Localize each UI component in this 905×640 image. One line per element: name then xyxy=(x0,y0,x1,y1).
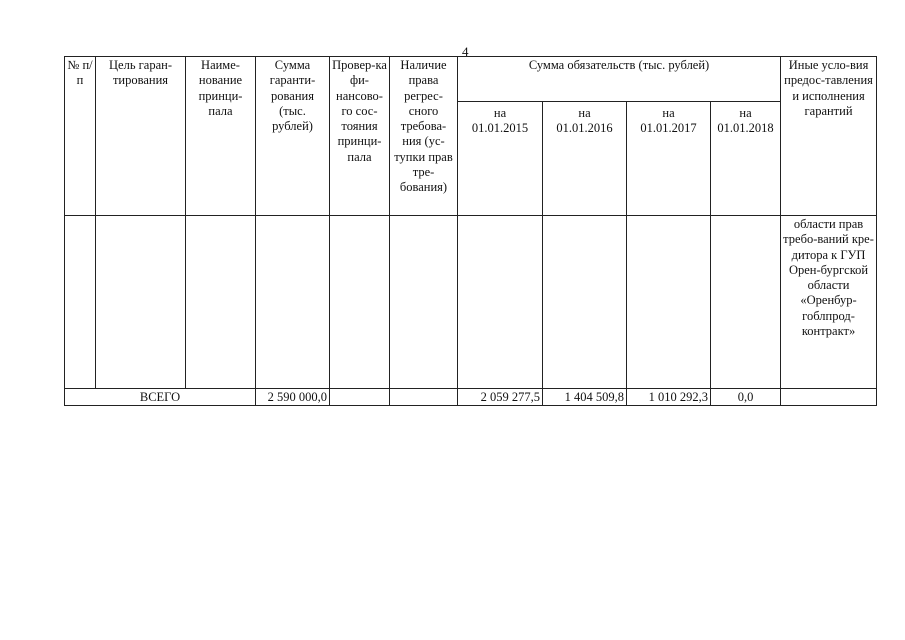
date-value: 01.01.2018 xyxy=(717,121,774,136)
total-check xyxy=(330,389,390,406)
total-2015: 2 059 277,5 xyxy=(458,389,543,406)
page-number: 4 xyxy=(462,44,469,59)
cell-check xyxy=(330,216,390,389)
cell-goal xyxy=(96,216,186,389)
cell-num xyxy=(65,216,96,389)
header-other: Иные усло-вия предос-тавления и исполнения гарантий xyxy=(781,57,877,216)
date-value: 01.01.2016 xyxy=(556,121,613,136)
total-2017: 1 010 292,3 xyxy=(627,389,711,406)
header-principal: Наиме-нование принци-пала xyxy=(186,57,256,216)
total-recourse xyxy=(390,389,458,406)
total-sum: 2 590 000,0 xyxy=(256,389,330,406)
cell-2017 xyxy=(627,216,711,389)
table-row xyxy=(65,216,877,389)
cell-2015 xyxy=(458,216,543,389)
guarantees-table xyxy=(64,56,877,406)
date-label: на xyxy=(578,106,591,120)
header-recourse: Наличие права регрес-сного требова-ния (ус-тупки прав тре-бования) xyxy=(390,57,458,216)
total-other xyxy=(781,389,877,406)
header-num: № п/п xyxy=(65,57,96,216)
total-row xyxy=(65,389,877,406)
header-sum: Сумма гаранти-рования (тыс. рублей) xyxy=(256,57,330,216)
cell-2018 xyxy=(711,216,781,389)
cell-recourse xyxy=(390,216,458,389)
date-label: на xyxy=(739,106,752,120)
header-date-2018 xyxy=(711,102,781,216)
date-label: на xyxy=(493,106,507,120)
header-date-2015 xyxy=(458,102,543,216)
header-date-2017 xyxy=(627,102,711,216)
date-label: на xyxy=(662,106,675,120)
header-goal: Цель гаран-тирования xyxy=(96,57,186,216)
header-date-2016 xyxy=(543,102,627,216)
cell-other-conditions: области прав требо-ваний кре-дитора к ГУП Орен-бургской области «Оренбур-гоблпрод-контракт» xyxy=(781,216,877,389)
date-value: 01.01.2015 xyxy=(471,121,529,136)
header-obligations: Сумма обязательств (тыс. рублей) xyxy=(458,57,781,102)
total-2018: 0,0 xyxy=(711,389,781,406)
total-2016: 1 404 509,8 xyxy=(543,389,627,406)
cell-sum xyxy=(256,216,330,389)
header-check: Провер-ка фи-нансово-го сос-тояния принци-пала xyxy=(330,57,390,216)
cell-2016 xyxy=(543,216,627,389)
cell-principal xyxy=(186,216,256,389)
header-row xyxy=(65,57,877,102)
date-value: 01.01.2017 xyxy=(640,121,697,136)
total-label: ВСЕГО xyxy=(65,389,256,406)
